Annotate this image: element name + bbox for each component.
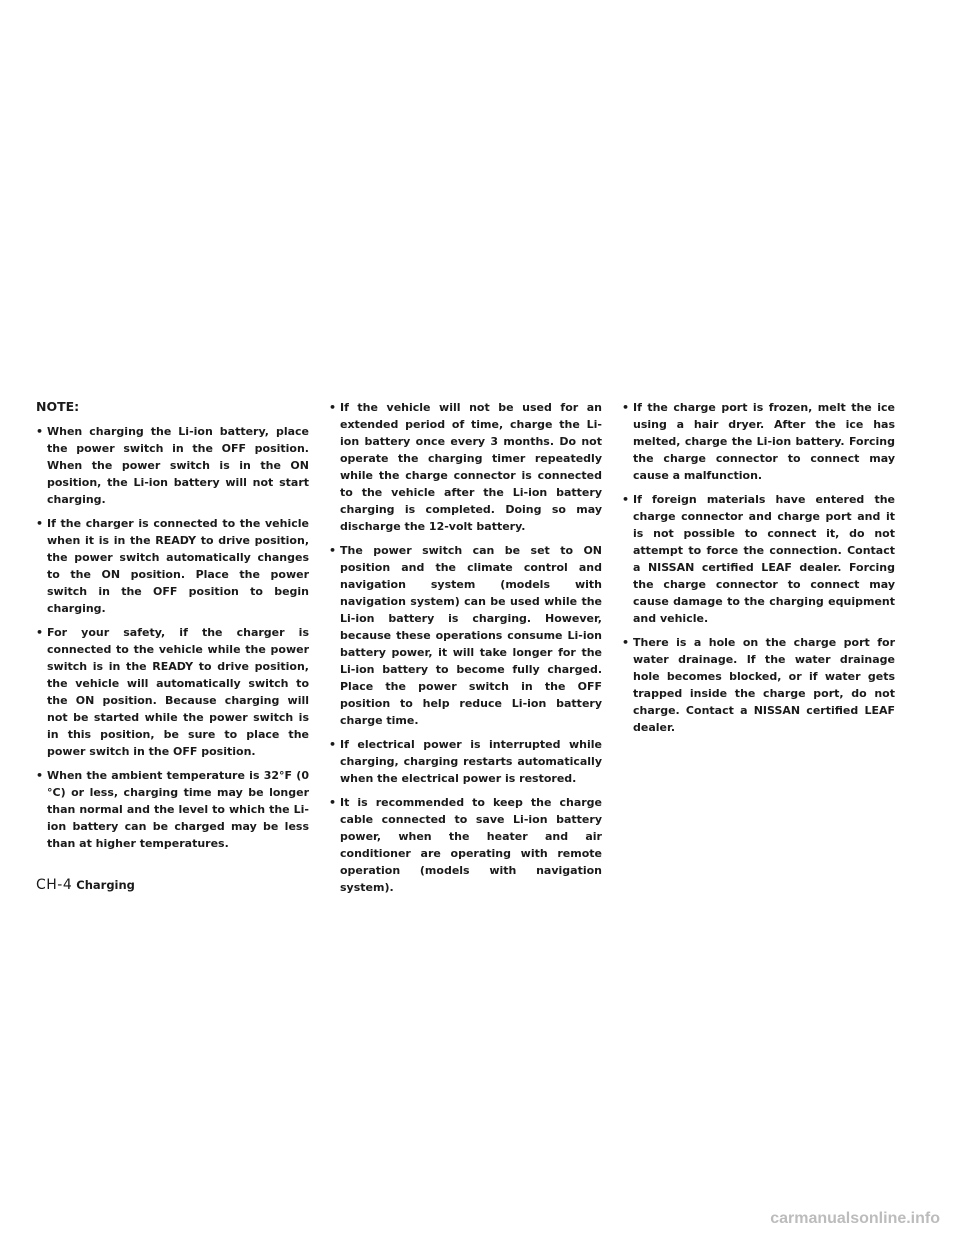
list-item: • If the charge port is frozen, melt the ice using a hair dryer. After the ice has melted, charge the Li-ion battery. Forcing the charge connector to connect may cause a malfunction. [622, 399, 895, 484]
column-2 [329, 399, 602, 903]
list-item: • If foreign materials have entered the charge connector and charge port and it is not possible to connect it, do not attempt to force the connection. Contact a NISSAN certified LEAF dealer. Forcing the charge connector to connect may cause damage to the charging equipment and vehicle. [622, 491, 895, 627]
bullet-list-3 [622, 399, 895, 736]
list-item: • When charging the Li-ion battery, place the power switch in the OFF position. When the power switch is in the ON position, the Li-ion battery will not start charging. [36, 423, 309, 508]
watermark: carmanualsonline.info [770, 1210, 940, 1227]
list-item: • If the charger is connected to the vehicle when it is in the READY to drive position, the power switch automatically changes to the ON position. Place the power switch in the OFF position to begin charging. [36, 515, 309, 617]
bullet-list-2 [329, 399, 602, 896]
note-columns [36, 399, 895, 903]
page-footer [36, 877, 135, 893]
list-item: • The power switch can be set to ON position and the climate control and navigation system (models with navigation system) can be used while the Li-ion battery is charging. However, because these operations consume Li-ion battery power, it will take longer for the Li-ion battery to become fully charged. Place the power switch in the OFF position to help reduce Li-ion battery charge time. [329, 542, 602, 729]
list-item: • If the vehicle will not be used for an extended period of time, charge the Li-ion battery once every 3 months. Do not operate the charging timer repeatedly while the charge connector is connected to the vehicle after the Li-ion battery charging is completed. Doing so may discharge the 12-volt battery. [329, 399, 602, 535]
list-item: • There is a hole on the charge port for water drainage. If the water drainage hole becomes blocked, or if water gets trapped inside the charge port, do not charge. Contact a NISSAN certified LEAF dealer. [622, 634, 895, 736]
column-1 [36, 399, 309, 903]
list-item: • If electrical power is interrupted while charging, charging restarts automatically when the electrical power is restored. [329, 736, 602, 787]
page-number: CH-4 [36, 877, 73, 893]
note-heading: NOTE: [36, 399, 80, 414]
list-item: • When the ambient temperature is 32°F (0 °C) or less, charging time may be longer than normal and the level to which the Li-ion battery can be charged may be less than at higher temperatures. [36, 767, 309, 852]
list-item: • It is recommended to keep the charge cable connected to save Li-ion battery power, when the heater and air conditioner are operating with remote operation (models with navigation system). [329, 794, 602, 896]
bullet-list-1 [36, 423, 309, 852]
list-item: • For your safety, if the charger is connected to the vehicle while the power switch is in the READY to drive position, the vehicle will automatically switch to the ON position. Because charging will not be started while the power switch is in this position, be sure to place the power switch in the OFF position. [36, 624, 309, 760]
section-name: Charging [76, 878, 135, 892]
column-3 [622, 399, 895, 903]
